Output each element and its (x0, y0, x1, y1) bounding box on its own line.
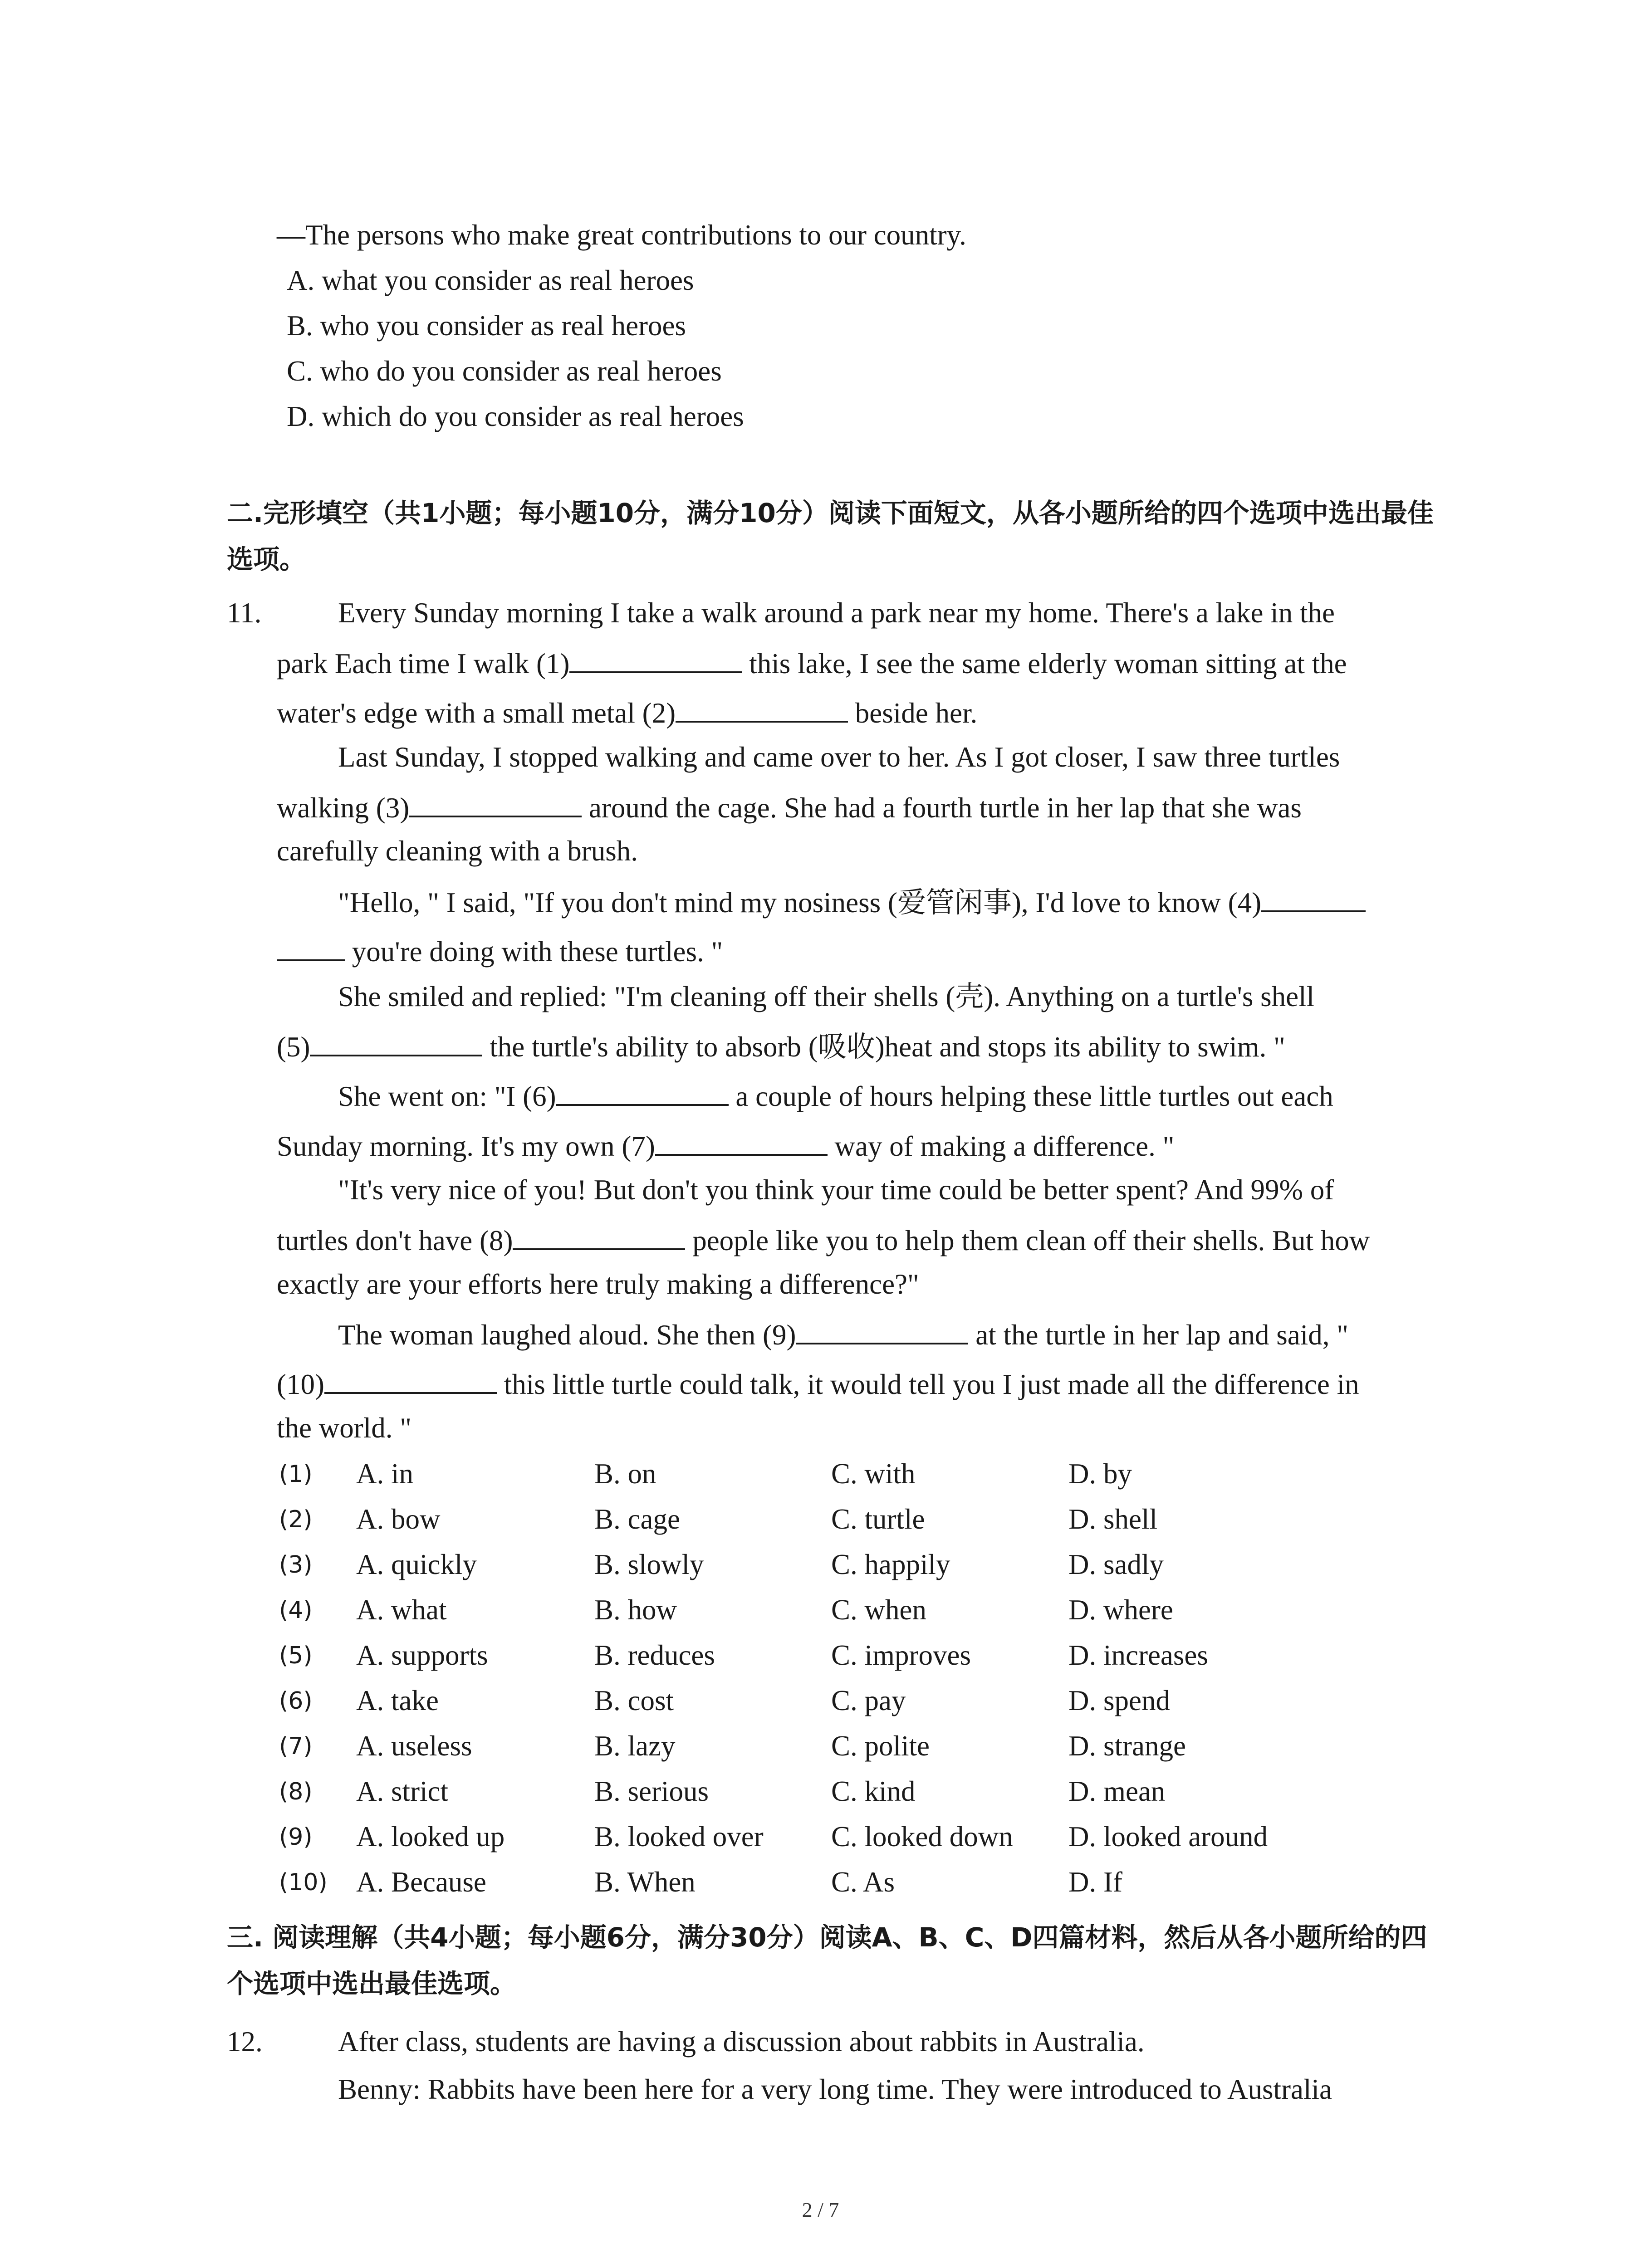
option-a[interactable]: A. looked up (356, 1821, 505, 1853)
option-b[interactable]: B. how (594, 1594, 677, 1626)
passage-line: The woman laughed aloud. She then (9) at the turtle in her lap and said, " (338, 1319, 1348, 1351)
choice-number: (1) (279, 1461, 313, 1488)
choice-number: (9) (279, 1823, 313, 1851)
blank-6[interactable] (556, 1080, 729, 1106)
option-c[interactable]: C. As (831, 1866, 895, 1898)
section-2-heading: 二.完形填空（共1小题；每小题10分，满分10分）阅读下面短文，从各小题所给的四个选项中选出最佳选项。 (227, 498, 1434, 575)
option-a[interactable]: A. take (356, 1685, 439, 1716)
passage-line: She smiled and replied: "I'm cleaning off their shells (壳). Anything on a turtle's shell (338, 980, 1315, 1013)
passage-line: turtles don't have (8) people like you to help them clean off their shells. But how (277, 1225, 1370, 1256)
option-a[interactable]: A. quickly (356, 1549, 477, 1580)
passage-line: Sunday morning. It's my own (7) way of making a difference. " (277, 1130, 1175, 1162)
blank-7[interactable] (655, 1130, 828, 1156)
option-c[interactable]: C. happily (831, 1549, 950, 1580)
section-3-heading: 三. 阅读理解（共4小题；每小题6分，满分30分）阅读A、B、C、D四篇材料，然后从各小题所给的四个选项中选出最佳选项。 (227, 1922, 1427, 1999)
option-c[interactable]: C. pay (831, 1685, 906, 1716)
blank-8[interactable] (513, 1225, 685, 1250)
blank-4-continued[interactable] (277, 936, 345, 961)
choice-number: (3) (279, 1551, 313, 1579)
option-b[interactable]: B. cage (594, 1503, 680, 1535)
passage-line: Last Sunday, I stopped walking and came over to her. As I got closer, I saw three turtles (338, 741, 1340, 773)
blank-9[interactable] (796, 1319, 968, 1344)
option-d[interactable]: D. mean (1068, 1775, 1166, 1807)
passage-line: Benny: Rabbits have been here for a very long time. They were introduced to Australia (338, 2073, 1332, 2105)
passage-line: (5) the turtle's ability to absorb (吸收)heat and stops its ability to swim. " (277, 1030, 1285, 1063)
option-b[interactable]: B. lazy (594, 1730, 676, 1762)
previous-answer-line: —The persons who make great contributions to our country. (277, 219, 966, 251)
page-number: 2 / 7 (802, 2198, 839, 2221)
option-d[interactable]: D. shell (1068, 1503, 1157, 1535)
question-11-number: 11. (227, 597, 262, 629)
choice-number: (7) (279, 1733, 313, 1760)
option-c[interactable]: C. kind (831, 1775, 916, 1807)
option-c[interactable]: C. with (831, 1458, 916, 1490)
option-d[interactable]: D. where (1068, 1594, 1173, 1626)
choice-number: (6) (279, 1687, 313, 1715)
passage-line: you're doing with these turtles. " (277, 936, 723, 966)
blank-1[interactable] (569, 648, 742, 673)
option-b[interactable]: B. on (594, 1458, 656, 1490)
option-c[interactable]: C. when (831, 1594, 926, 1626)
option-a[interactable]: A. supports (356, 1639, 488, 1671)
option-a[interactable]: A. useless (356, 1730, 472, 1762)
option-d[interactable]: D. increases (1068, 1639, 1208, 1671)
option-b[interactable]: B. When (594, 1866, 696, 1898)
previous-option-a[interactable]: A. what you consider as real heroes (287, 264, 694, 296)
passage-line: "Hello, " I said, "If you don't mind my nosiness (爱管闲事), I'd love to know (4) (338, 887, 1366, 917)
option-a[interactable]: A. strict (356, 1775, 448, 1807)
passage-line: the world. " (277, 1412, 411, 1444)
option-a[interactable]: A. what (356, 1594, 447, 1626)
option-b[interactable]: B. cost (594, 1685, 674, 1716)
option-b[interactable]: B. serious (594, 1775, 709, 1807)
choice-number: (5) (279, 1642, 313, 1669)
option-d[interactable]: D. sadly (1068, 1549, 1164, 1580)
blank-3[interactable] (409, 792, 582, 817)
passage-line: After class, students are having a discussion about rabbits in Australia. (338, 2026, 1145, 2058)
option-a[interactable]: A. Because (356, 1866, 486, 1898)
option-c[interactable]: C. turtle (831, 1503, 925, 1535)
passage-line: walking (3) around the cage. She had a fourth turtle in her lap that she was (277, 792, 1302, 824)
choice-number: (2) (279, 1506, 313, 1533)
option-d[interactable]: D. by (1068, 1458, 1132, 1490)
option-d[interactable]: D. strange (1068, 1730, 1186, 1762)
blank-4[interactable] (1261, 887, 1366, 912)
blank-10[interactable] (324, 1369, 497, 1394)
choice-number: (4) (279, 1597, 313, 1624)
choice-number: (10) (279, 1869, 328, 1896)
passage-line: exactly are your efforts here truly making a difference?" (277, 1268, 919, 1300)
passage-line: water's edge with a small metal (2) beside her. (277, 697, 978, 729)
option-b[interactable]: B. reduces (594, 1639, 715, 1671)
option-a[interactable]: A. bow (356, 1503, 441, 1535)
passage-line: She went on: "I (6) a couple of hours helping these little turtles out each (338, 1080, 1333, 1112)
question-12-number: 12. (227, 2026, 263, 2058)
blank-2[interactable] (676, 697, 848, 723)
passage-line: park Each time I walk (1) this lake, I see the same elderly woman sitting at the (277, 648, 1347, 679)
option-d[interactable]: D. spend (1068, 1685, 1170, 1716)
previous-option-d[interactable]: D. which do you consider as real heroes (287, 401, 744, 432)
previous-option-b[interactable]: B. who you consider as real heroes (287, 310, 686, 342)
passage-line: Every Sunday morning I take a walk around a park near my home. There's a lake in the (338, 597, 1335, 629)
option-b[interactable]: B. slowly (594, 1549, 704, 1580)
option-b[interactable]: B. looked over (594, 1821, 764, 1853)
option-d[interactable]: D. If (1068, 1866, 1122, 1898)
option-c[interactable]: C. polite (831, 1730, 930, 1762)
choice-number: (8) (279, 1778, 313, 1805)
option-d[interactable]: D. looked around (1068, 1821, 1268, 1853)
passage-line: carefully cleaning with a brush. (277, 835, 638, 867)
passage-line: (10) this little turtle could talk, it would tell you I just made all the difference in (277, 1369, 1359, 1400)
previous-option-c[interactable]: C. who do you consider as real heroes (287, 355, 722, 387)
blank-5[interactable] (310, 1031, 482, 1056)
option-c[interactable]: C. improves (831, 1639, 971, 1671)
option-c[interactable]: C. looked down (831, 1821, 1013, 1853)
option-a[interactable]: A. in (356, 1458, 413, 1490)
passage-line: "It's very nice of you! But don't you think your time could be better spent? And 99% of (338, 1174, 1334, 1206)
